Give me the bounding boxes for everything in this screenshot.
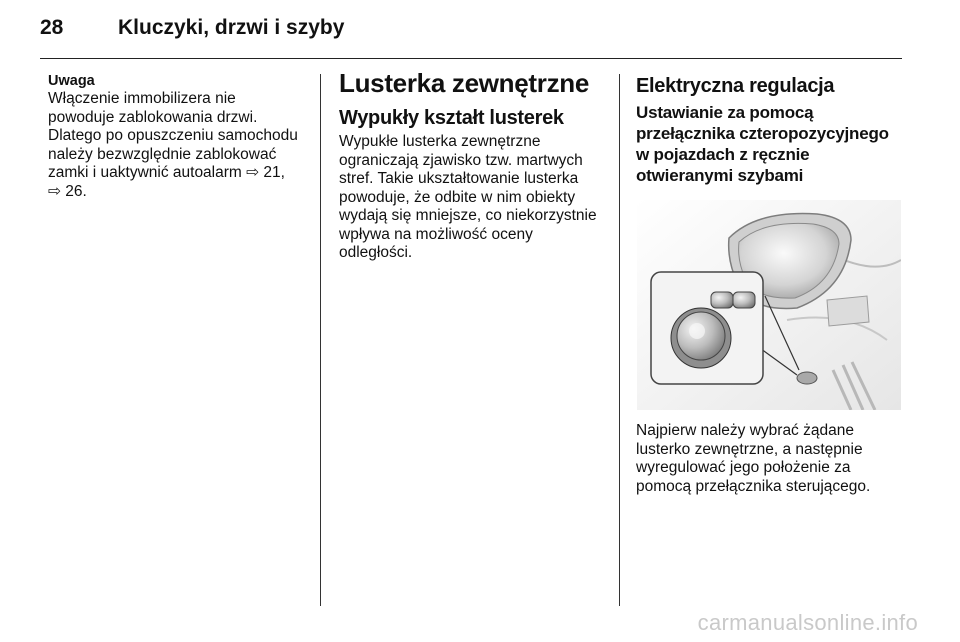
mirror-column (339, 68, 609, 263)
subheading-line: przełącznika czteropozycyjnego (636, 124, 889, 143)
body-line: lusterko zewnętrzne, a następnie (636, 440, 863, 458)
subsection-heading: Wypukły kształt lusterek (339, 107, 564, 129)
note-line: zamki i uaktywnić autoalarm ⇨ 21, (48, 164, 285, 181)
note-line: Dlatego po opuszczeniu samochodu (48, 127, 298, 144)
column-divider-2 (619, 74, 620, 606)
note-line: ⇨ 26. (48, 182, 87, 200)
subheading-line: otwieranymi szybami (636, 166, 804, 185)
chapter-title: Kluczyki, drzwi i szyby (118, 16, 345, 39)
watermark: carmanualsonline.info (697, 610, 918, 635)
note-line: należy bezwzględnie zablokować (48, 145, 277, 163)
note-title: Uwaga (48, 73, 95, 89)
page-number: 28 (40, 16, 64, 39)
note-line: Włączenie immobilizera nie (48, 90, 236, 107)
section-body-electric (636, 422, 906, 496)
section-heading-electric: Elektryczna regulacja (636, 75, 835, 97)
body-line: wpływa na możliwość oceny (339, 225, 533, 243)
body-line: ograniczają zjawisko tzw. martwych (339, 151, 583, 169)
body-line: wydają się mniejsze, co niekorzystnie (339, 207, 597, 224)
subheading-line: w pojazdach z ręcznie (636, 145, 810, 164)
body-line: Wypukłe lusterka zewnętrzne (339, 133, 541, 150)
electric-adjust-body (636, 422, 906, 496)
mirror-switch-illustration (637, 200, 901, 410)
column-divider-1 (320, 74, 321, 606)
body-line: wyregulować jego położenie za (636, 459, 851, 476)
body-line: powoduje, że odbite w nim obiekty (339, 188, 576, 206)
subheading-line: Ustawianie za pomocą (636, 103, 814, 122)
body-line: stref. Takie ukształtowanie lusterka (339, 170, 579, 187)
header-rule (40, 58, 902, 59)
electric-adjust-column (636, 74, 906, 186)
note-text (48, 90, 310, 201)
subsection-heading-switch (636, 102, 906, 186)
section-body (339, 133, 609, 263)
note-line: powoduje zablokowania drzwi. (48, 108, 258, 126)
page-header (40, 16, 920, 46)
body-line: odległości. (339, 244, 413, 261)
body-line: Najpierw należy wybrać żądane (636, 422, 854, 439)
body-line: pomocą przełącznika sterującego. (636, 477, 871, 495)
section-heading: Lusterka zewnętrzne (339, 68, 590, 98)
note-column (48, 72, 310, 201)
